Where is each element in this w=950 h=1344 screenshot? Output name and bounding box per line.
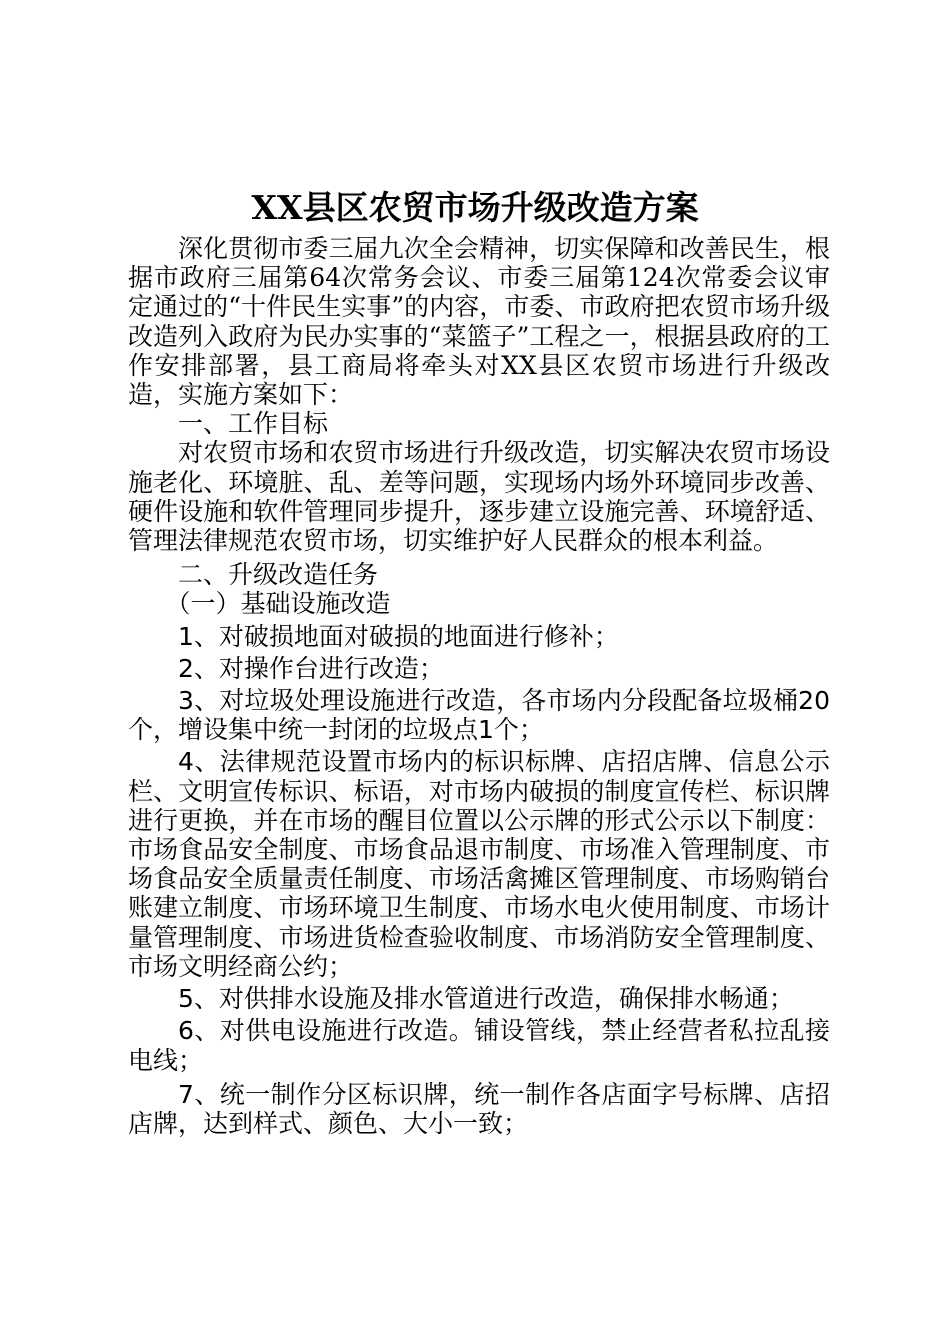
task-item-7: 7、统一制作分区标识牌，统一制作各店面字号标牌、店招店牌，达到样式、颜色、大小一致；	[128, 1079, 830, 1138]
document-title: XX县区农贸市场升级改造方案	[251, 188, 699, 227]
document-body	[128, 234, 830, 1138]
section-heading-tasks: 二、升级改造任务	[178, 560, 379, 590]
task-item-6-main: 6、对供电设施进行改造。	[178, 1016, 475, 1046]
task-item-1: 1、对破损地面对破损的地面进行修补；	[178, 621, 619, 651]
task-item-5: 5、对供排水设施及排水管道进行改造，确保排水畅通；	[178, 984, 794, 1014]
section-heading-goals: 一、工作目标	[178, 409, 329, 439]
task-item-6	[128, 1016, 830, 1076]
goals-paragraph: 对农贸市场和农贸市场进行升级改造，切实解决农贸市场设施老化、环境脏、乱、差等问题，实现场内场外环境同步改善、硬件设施和软件管理同步提升，逐步建立设施完善、环境舒适、管理法律规范农贸市场，切实维护好人民群众的根本利益。	[128, 438, 830, 556]
task-item-2: 2、对操作台进行改造；	[178, 653, 444, 683]
task-item-3: 3、对垃圾处理设施进行改造，各市场内分段配备垃圾桶20个，增设集中统一封闭的垃圾点1个；	[128, 686, 830, 745]
subsection-heading-infrastructure: （一）基础设施改造	[165, 589, 391, 619]
task-item-6-detail: 铺设管线，禁止经营者私拉乱接电线；	[128, 1016, 830, 1076]
intro-paragraph: 深化贯彻市委三届九次全会精神，切实保障和改善民生，根据市政府三届第64次常务会议、市委三届第124次常委会议审定通过的“十件民生实事”的内容，市委、市政府把农贸市场升级改造列入政府为民办实事的“菜篮子”工程之一，根据县政府的工作安排部署，县工商局将牵头对XX县区农贸市场进行升级改造，实施方案如下：	[128, 234, 830, 410]
task-item-4: 4、法律规范设置市场内的标识标牌、店招店牌、信息公示栏、文明宣传标识、标语，对市场内破损的制度宣传栏、标识牌进行更换，并在市场的醒目位置以公示牌的形式公示以下制度：市场食品安全制度、市场食品退市制度、市场准入管理制度、市场食品安全质量责任制度、市场活禽摊区管理制度、市场购销台账建立制度、市场环境卫生制度、市场水电火使用制度、市场计量管理制度、市场进货检查验收制度、市场消防安全管理制度、市场文明经商公约；	[128, 747, 830, 981]
